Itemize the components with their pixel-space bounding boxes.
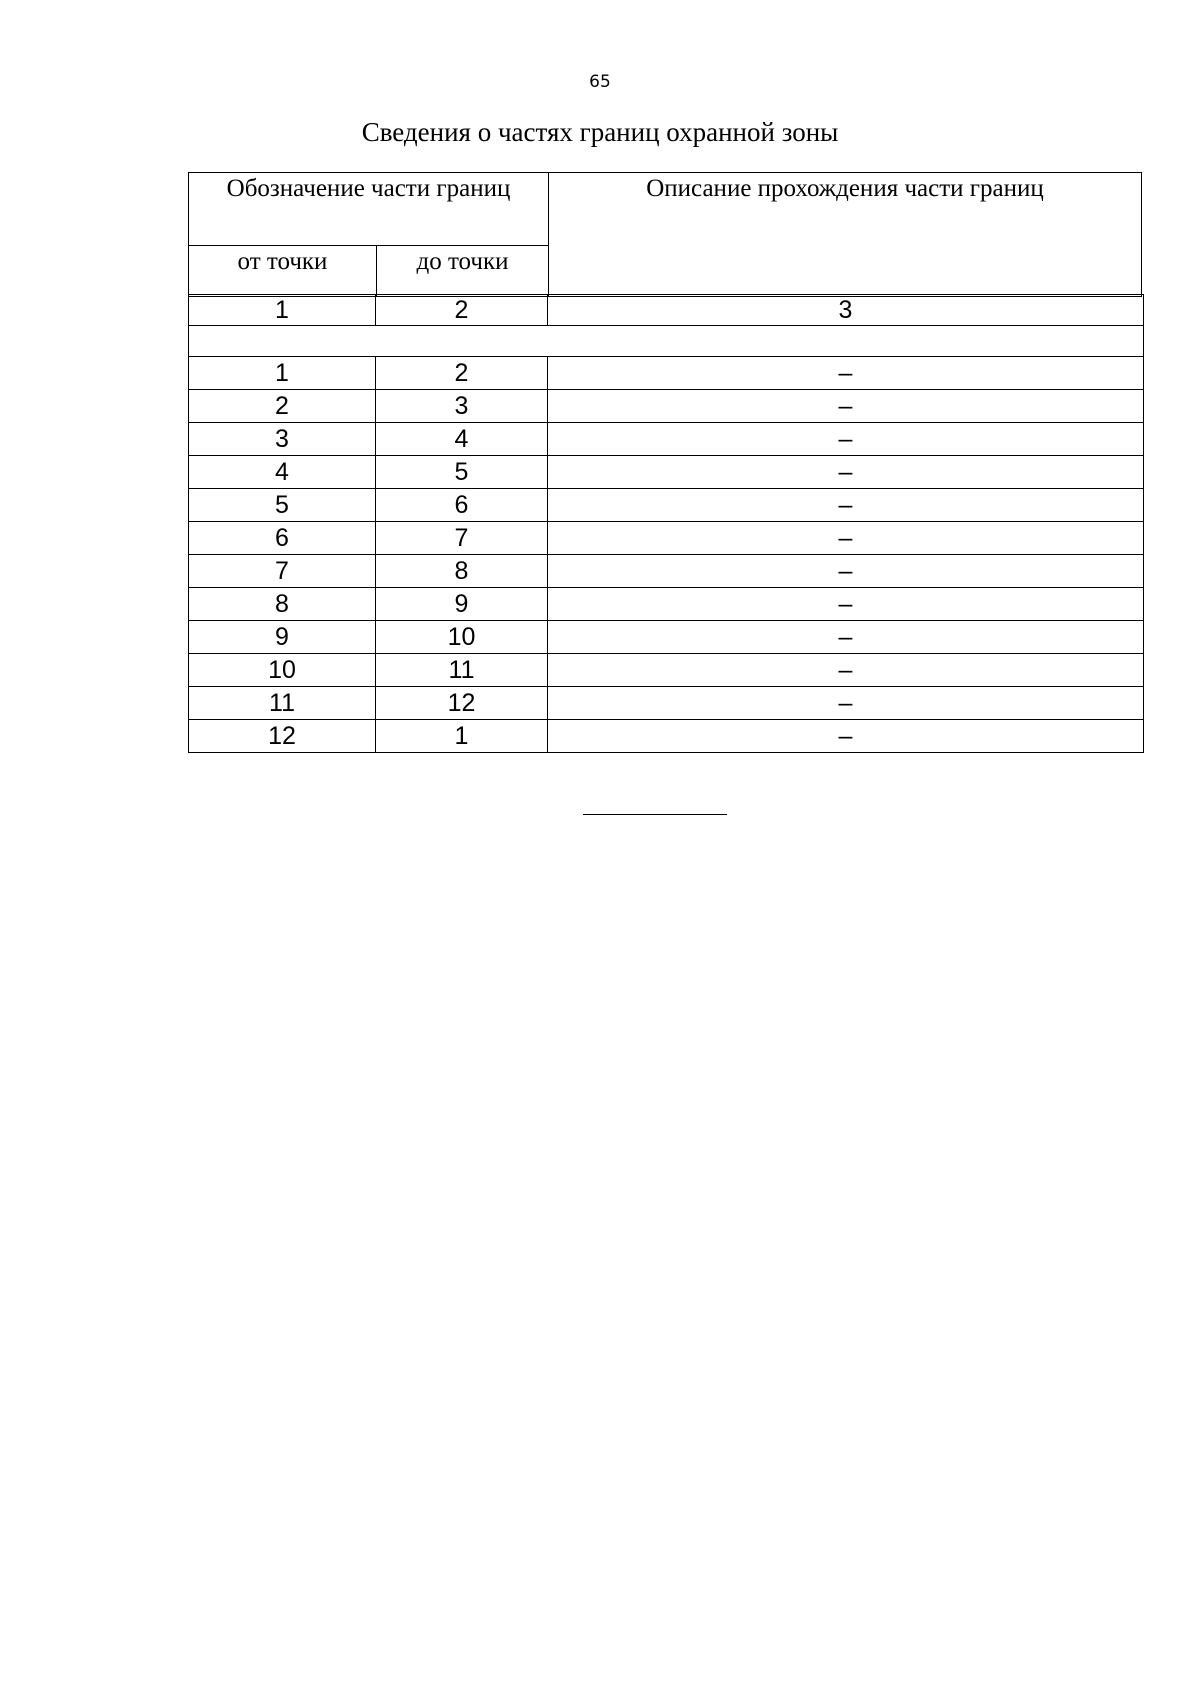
boundary-parts-table-header bbox=[188, 172, 1142, 297]
description-cell: – bbox=[548, 621, 1144, 654]
boundary-parts-table bbox=[188, 294, 1144, 753]
to-point-cell: 2 bbox=[376, 357, 548, 390]
from-point-cell: 9 bbox=[189, 621, 376, 654]
to-point-cell: 5 bbox=[376, 456, 548, 489]
table-body bbox=[189, 295, 1144, 753]
table-row bbox=[189, 522, 1144, 555]
from-point-cell: 1 bbox=[189, 357, 376, 390]
to-point-cell: 10 bbox=[376, 621, 548, 654]
to-point-cell: 1 bbox=[376, 720, 548, 753]
document-title: Сведения о частях границ охранной зоны bbox=[361, 117, 839, 147]
table-row bbox=[189, 390, 1144, 423]
from-point-cell: 8 bbox=[189, 588, 376, 621]
blank-row bbox=[189, 326, 1144, 357]
description-cell: – bbox=[548, 687, 1144, 720]
table-row bbox=[189, 357, 1144, 390]
table-row bbox=[189, 621, 1144, 654]
to-point-cell: 3 bbox=[376, 390, 548, 423]
table-row bbox=[189, 423, 1144, 456]
description-cell: – bbox=[548, 654, 1144, 687]
to-point-cell: 12 bbox=[376, 687, 548, 720]
to-point-cell: 8 bbox=[376, 555, 548, 588]
to-point-cell: 4 bbox=[376, 423, 548, 456]
from-point-cell: 11 bbox=[189, 687, 376, 720]
from-point-cell: 6 bbox=[189, 522, 376, 555]
from-point-cell: 4 bbox=[189, 456, 376, 489]
description-cell: – bbox=[548, 390, 1144, 423]
table-row bbox=[189, 588, 1144, 621]
from-point-cell: 7 bbox=[189, 555, 376, 588]
to-point-cell: 7 bbox=[376, 522, 548, 555]
table-row bbox=[189, 654, 1144, 687]
from-point-cell: 10 bbox=[189, 654, 376, 687]
description-cell: – bbox=[548, 522, 1144, 555]
description-cell: – bbox=[548, 588, 1144, 621]
description-cell: – bbox=[548, 456, 1144, 489]
page-number: 65 bbox=[589, 72, 611, 92]
blank-cell bbox=[189, 326, 1144, 357]
to-point-cell: 11 bbox=[376, 654, 548, 687]
column-index-row bbox=[189, 295, 1144, 326]
column-index-cell: 3 bbox=[548, 295, 1144, 326]
description-cell: – bbox=[548, 357, 1144, 390]
table-row bbox=[189, 555, 1144, 588]
table-row bbox=[189, 720, 1144, 753]
header-to-point: до точки bbox=[377, 246, 549, 297]
end-rule bbox=[583, 814, 727, 815]
from-point-cell: 2 bbox=[189, 390, 376, 423]
table-row bbox=[189, 489, 1144, 522]
description-cell: – bbox=[548, 720, 1144, 753]
column-index-cell: 1 bbox=[189, 295, 376, 326]
to-point-cell: 9 bbox=[376, 588, 548, 621]
from-point-cell: 3 bbox=[189, 423, 376, 456]
table-row bbox=[189, 456, 1144, 489]
header-from-point: от точки bbox=[189, 246, 377, 297]
table-row bbox=[189, 687, 1144, 720]
header-designation: Обозначение части границ bbox=[189, 173, 549, 246]
description-cell: – bbox=[548, 489, 1144, 522]
description-cell: – bbox=[548, 555, 1144, 588]
to-point-cell: 6 bbox=[376, 489, 548, 522]
column-index-cell: 2 bbox=[376, 295, 548, 326]
from-point-cell: 5 bbox=[189, 489, 376, 522]
header-description: Описание прохождения части границ bbox=[549, 173, 1142, 297]
from-point-cell: 12 bbox=[189, 720, 376, 753]
description-cell: – bbox=[548, 423, 1144, 456]
